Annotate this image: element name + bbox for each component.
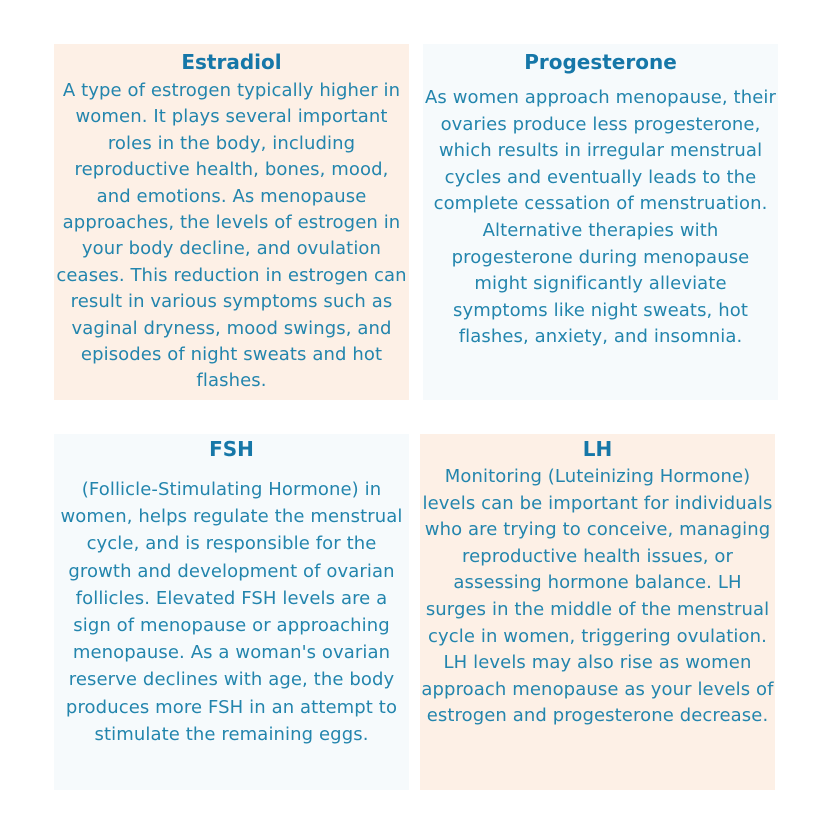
progesterone-card bbox=[423, 44, 778, 400]
progesterone-title: Progesterone bbox=[524, 50, 677, 74]
lh-description: Monitoring (Luteinizing Hormone) levels can be important for individuals who are trying to conceive, managing reproductive health issues, or assessing hormone balance. LH surges in the middle of the menstrual cycle in women, triggering ovulation. LH levels may also rise as women approach menopause as your levels of estrogen and progesterone decrease. bbox=[421, 466, 774, 727]
progesterone-description: As women approach menopause, their ovaries produce less progesterone, which results in irregular menstrual cycles and eventually leads to the complete cessation of menstruation. Alternative therapies with progesterone during menopause might significantly alleviate symptoms like night sweats, hot flashes, anxiety, and insomnia. bbox=[425, 87, 776, 348]
estradiol-card bbox=[54, 44, 409, 400]
lh-card bbox=[420, 434, 775, 790]
estradiol-description: A type of estrogen typically higher in women. It plays several important roles in the body, including reproductive health, bones, mood, and emotions. As menopause approaches, the levels of estrogen in your body decline, and ovulation ceases. This reduction in estrogen can result in various symptoms such as vaginal dryness, mood swings, and episodes of night sweats and hot flashes. bbox=[56, 80, 407, 392]
fsh-title: FSH bbox=[209, 437, 254, 461]
fsh-description: (Follicle-Stimulating Hormone) in women, helps regulate the menstrual cycle, and is responsible for the growth and development of ovarian follicles. Elevated FSH levels are a sign of menopause or approaching menopause. As a woman's ovarian reserve declines with age, the body produces more FSH in an attempt to stimulate the remaining eggs. bbox=[60, 479, 403, 745]
lh-title: LH bbox=[582, 437, 613, 461]
estradiol-title: Estradiol bbox=[181, 50, 282, 74]
fsh-card bbox=[54, 434, 409, 790]
